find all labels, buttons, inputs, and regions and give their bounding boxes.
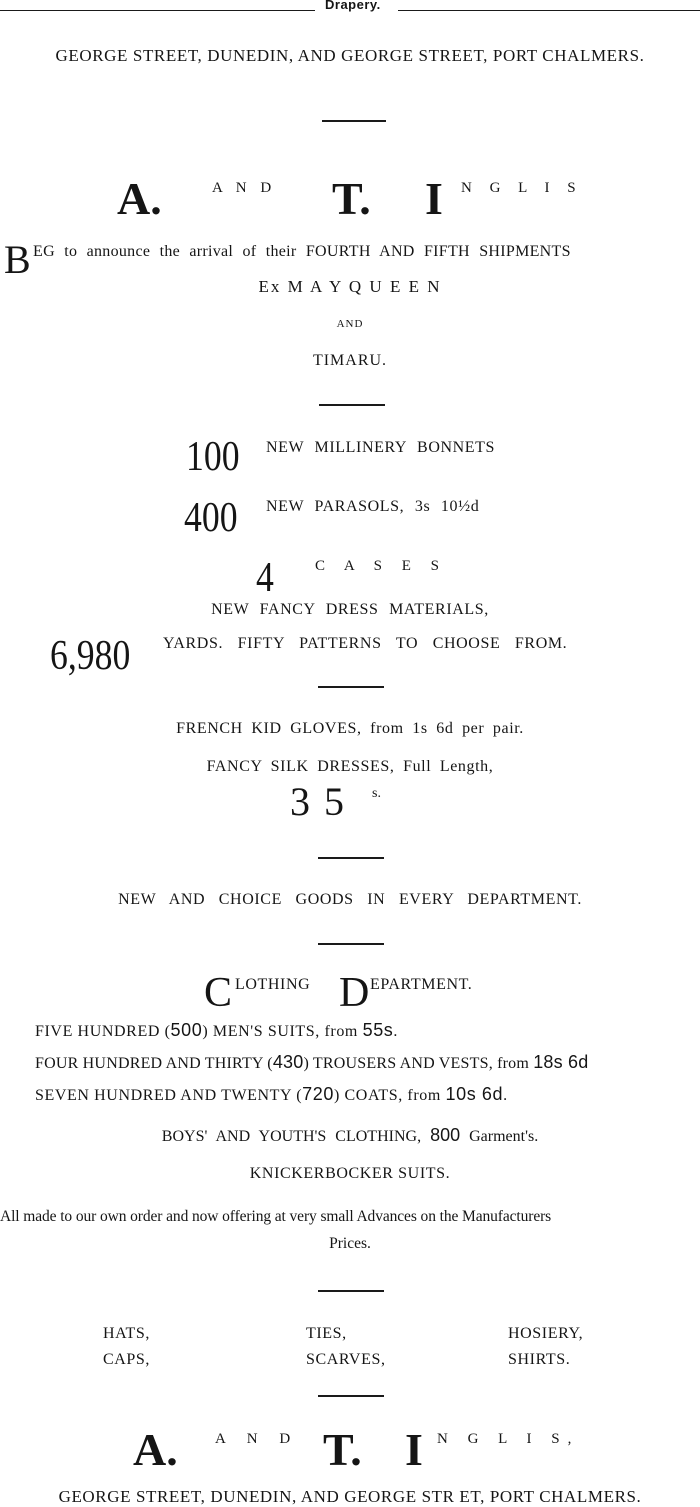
divider <box>319 404 385 406</box>
item-text-parasols: NEW PARASOLS, 3s 10½d <box>266 498 480 515</box>
advance-line-1: All made to our own order and now offering at very small Advances on the Manufacturers <box>0 1208 552 1225</box>
item-number-4: 4 <box>256 555 274 601</box>
firm-nglis: N G L I S <box>461 180 583 196</box>
header-rule-right <box>398 10 700 11</box>
clothing-line-coats: SEVEN HUNDRED AND TWENTY (720) COATS, from 10s 6d. <box>35 1084 508 1104</box>
firm-and: A N D <box>212 180 277 196</box>
firm-nglis-bottom: N G L I S, <box>437 1431 580 1447</box>
boys-clothing: BOYS' AND YOUTH'S CLOTHING, 800 Garment's. <box>161 1125 539 1145</box>
silk-text: FANCY SILK DRESSES, Full Length, <box>206 758 494 775</box>
clothing-rest: LOTHING <box>235 976 311 993</box>
clothing-line-trousers: FOUR HUNDRED AND THIRTY (430) TROUSERS AND VESTS, from 18s 6d <box>35 1052 589 1072</box>
divider <box>318 943 384 945</box>
yards-text: YARDS. FIFTY PATTERNS TO CHOOSE FROM. <box>163 635 568 652</box>
knickerbocker-suits: KNICKERBOCKER SUITS. <box>249 1165 451 1182</box>
divider <box>318 686 384 688</box>
advance-line-2: Prices. <box>329 1235 371 1252</box>
firm-initial-a-bottom: A. <box>133 1424 178 1475</box>
firm-initial-i-bottom: I <box>405 1424 423 1475</box>
address-top: GEORGE STREET, DUNEDIN, AND GEORGE STREET, PORT CHALMERS. <box>55 46 645 65</box>
choice-goods: NEW AND CHOICE GOODS IN EVERY DEPARTMENT. <box>118 891 582 908</box>
item-text-cases: C A S E S <box>315 558 448 574</box>
firm-and-bottom: A N D <box>215 1431 300 1447</box>
item-text-bonnets: NEW MILLINERY BONNETS <box>266 439 496 456</box>
firm-initial-a: A. <box>117 173 162 224</box>
accessories-col-3: HOSIERY, SHIRTS. <box>508 1325 584 1368</box>
price-digits: 3 5 <box>290 779 346 824</box>
clothing-line-suits: FIVE HUNDRED (500) MEN'S SUITS, from 55s. <box>35 1020 399 1040</box>
divider <box>318 1290 384 1292</box>
firm-initial-t: T. <box>332 173 371 224</box>
section-label: Drapery. <box>325 0 381 12</box>
department-rest: EPARTMENT. <box>370 976 473 993</box>
intro-ex-ship: Ex M A Y Q U E E N <box>258 277 442 296</box>
yards-number: 6,980 <box>50 633 131 679</box>
firm-initial-t-bottom: T. <box>323 1424 362 1475</box>
divider <box>318 857 384 859</box>
gloves-text: FRENCH KID GLOVES, from 1s 6d per pair. <box>176 720 524 737</box>
intro-text: EG to announce the arrival of their FOURTH AND FIFTH SHIPMENTS <box>33 243 571 260</box>
item-number-400: 400 <box>184 495 238 541</box>
divider <box>322 120 386 122</box>
intro-ship2: TIMARU. <box>312 352 388 369</box>
fancy-materials: NEW FANCY DRESS MATERIALS, <box>211 601 489 618</box>
accessories-col-1: HATS, CAPS, <box>103 1325 151 1368</box>
intro-and: AND <box>336 318 364 330</box>
price-unit: s. <box>372 786 381 801</box>
clothing-drop-c: C <box>204 970 233 1016</box>
item-number-100: 100 <box>186 434 240 480</box>
accessories-col-2: TIES, SCARVES, <box>306 1325 386 1368</box>
department-drop-d: D <box>339 970 370 1016</box>
address-bottom: GEORGE STREET, DUNEDIN, AND GEORGE STR ET, PORT CHALMERS. <box>58 1487 642 1506</box>
drop-cap-b: B <box>4 237 31 282</box>
header-rule-left <box>0 10 315 11</box>
firm-initial-i: I <box>425 173 443 224</box>
divider <box>318 1395 384 1397</box>
